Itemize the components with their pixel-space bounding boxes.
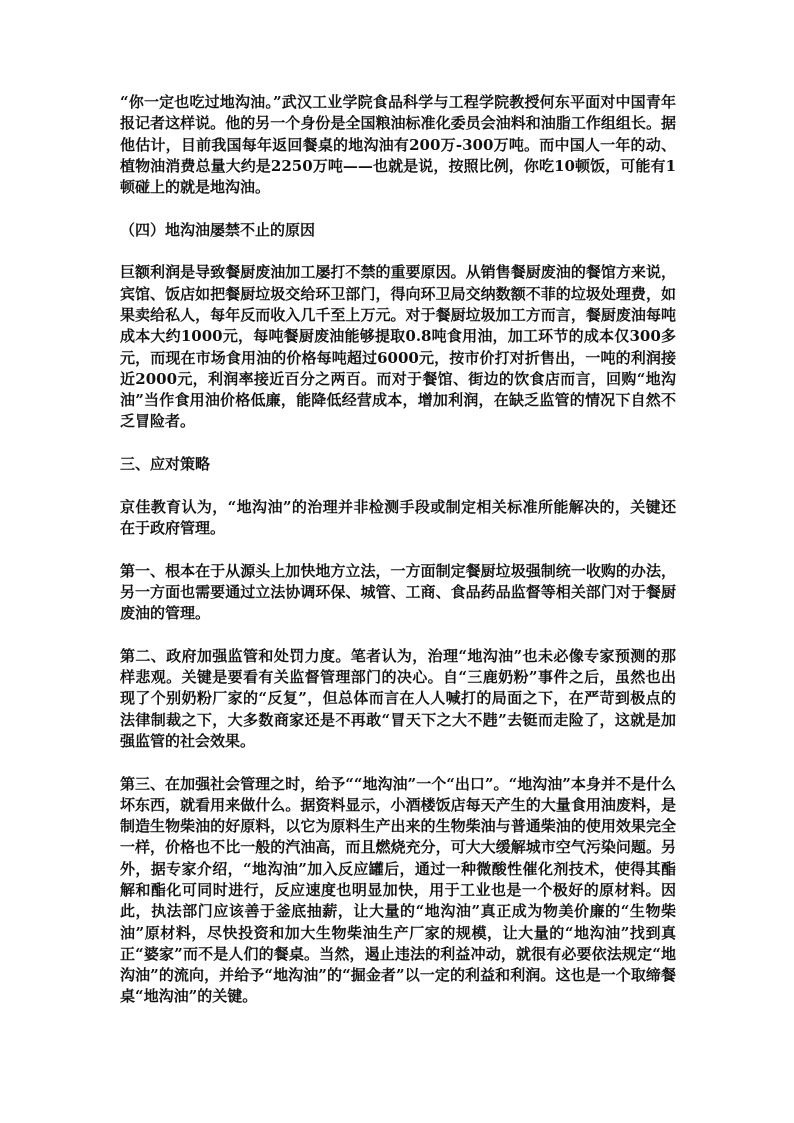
paragraph-governance-intro: 京佳教育认为，“地沟油”的治理并非检测手段或制定相关标准所能解决的，关键还在于政府管理。 <box>120 497 676 537</box>
paragraph-gutter-oil-estimate: “你一定也吃过地沟油。”武汉工业学院食品科学与工程学院教授何东平面对中国青年报记者这样说。他的另一个身份是全国粮油标准化委员会油料和油脂工作组组长。据他估计，目前我国每年返回餐桌的地沟油有200万-300万吨。而中国人一年的动、植物油消费总量大约是2250万吨——也就是说，按照比例，你吃10顿饭，可能有1顿碰上的就是地沟油。 <box>120 93 676 197</box>
paragraph-strategy-legislation: 第一、根本在于从源头上加快地方立法，一方面制定餐厨垃圾强制统一收购的办法，另一方面也需要通过立法协调环保、城管、工商、食品药品监督等相关部门对于餐厨废油的管理。 <box>120 561 676 623</box>
document-page <box>120 92 676 1029</box>
paragraph-strategy-supervision: 第二、政府加强监管和处罚力度。笔者认为，治理“地沟油”也未必像专家预测的那样悲观。关键是要看有关监督管理部门的决心。自“三鹿奶粉”事件之后，虽然也出现了个别奶粉厂家的“反复”，但总体而言在人人喊打的局面之下，在严苛到极点的法律制裁之下，大多数商家还是不再敢“冒天下之大不韪”去铤而走险了，这就是加强监管的社会效果。 <box>120 646 676 750</box>
section-heading-strategies: 三、应对策略 <box>120 455 211 474</box>
paragraph-profit-cause: 巨额利润是导致餐厨废油加工屡打不禁的重要原因。从销售餐厨废油的餐馆方来说，宾馆、饭店如把餐厨垃圾交给环卫部门，得向环卫局交纳数额不菲的垃圾处理费，如果卖给私人，每年反而收入几千至上万元。对于餐厨垃圾加工方而言，餐厨废油每吨成本大约1000元，每吨餐厨废油能够提取0.8吨食用油，加工环节的成本仅300多元，而现在市场食用油的价格每吨超过6000元，按市价打对折售出，一吨的利润接近2000元，利润率接近百分之两百。而对于餐馆、街边的饮食店而言，回购“地沟油”当作食用油价格低廉，能降低经营成本，增加利润，在缺乏监管的情况下自然不乏冒险者。 <box>120 263 676 431</box>
section-heading-causes: （四）地沟油屡禁不止的原因 <box>120 220 316 239</box>
paragraph-strategy-outlet: 第三、在加强社会管理之时，给予““地沟油”一个“出口”。“地沟油”本身并不是什么坏东西，就看用来做什么。据资料显示，小酒楼饭店每天产生的大量食用油废料，是制造生物柴油的好原料，以它为原料生产出来的生物柴油与普通柴油的使用效果完全一样，价格也不比一般的汽油高，而且燃烧充分，可大大缓解城市空气污染问题。另外，据专家介绍，“地沟油”加入反应罐后，通过一种微酸性催化剂技术，使得其酯解和酯化可同时进行，反应速度也明显加快，用于工业也是一个极好的原材料。因此，执法部门应该善于釜底抽薪，让大量的“地沟油”真正成为物美价廉的“生物柴油”原材料，尽快投资和加大生物柴油生产厂家的规模，让大量的“地沟油”找到真正“婆家”而不是人们的餐桌。当然，遏止违法的利益冲动，就很有必要依法规定“地沟油”的流向，并给予“地沟油”的“掘金者”以一定的利益和利润。这也是一个取缔餐桌“地沟油”的关键。 <box>120 774 676 1006</box>
